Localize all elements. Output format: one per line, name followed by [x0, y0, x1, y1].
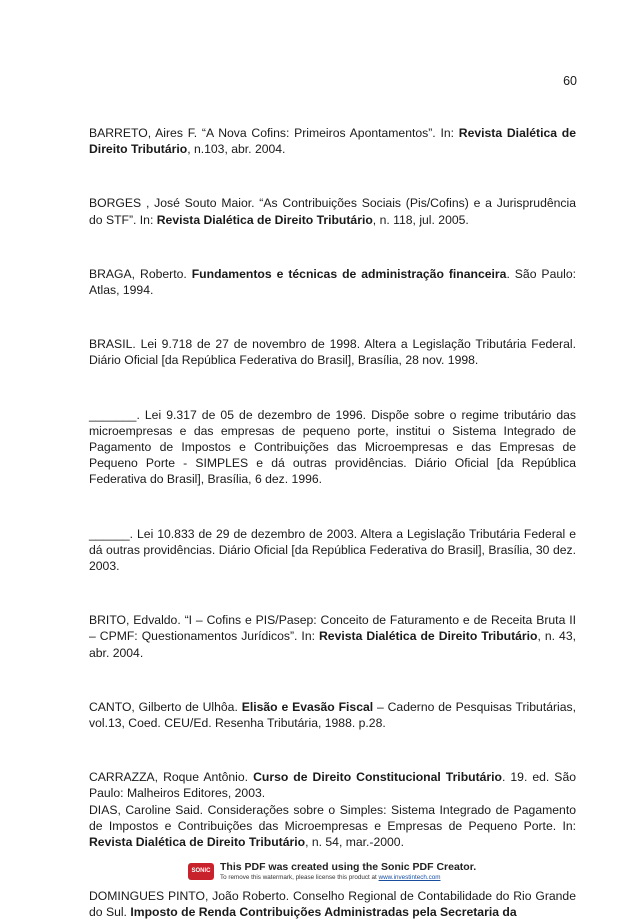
reference-title: Revista Dialética de Direito Tributário — [318, 629, 538, 644]
watermark-headline: This PDF was created using the Sonic PDF Creator. — [220, 861, 477, 873]
reference-entry — [89, 336, 576, 368]
watermark-subline-prefix: To remove this watermark, please license this product at — [220, 874, 379, 881]
reference-text: _______. Lei 9.317 de 05 de dezembro de 1996. Dispõe sobre o regime tributário das microempresas e das empresas de pequeno porte, institui o Sistema Integrado de Pagamento de Impostos e Contribuições das Microempresas e das Empresas de Pequeno Porte - SIMPLES e dá outras providências. Diário Oficial [da República Federativa do Brasil], Brasília, 6 dez. 1996. — [89, 407, 576, 487]
reference-text: BRAGA, Roberto. — [89, 266, 192, 281]
page-number: 60 — [563, 74, 577, 88]
reference-text: BRASIL. Lei 9.718 de 27 de novembro de 1998. Altera a Legislação Tributária Federal. Diário Oficial [da República Federativa do Brasil], Brasília, 28 nov. 1998. — [89, 337, 576, 368]
reference-text: CARRAZZA, Roque Antônio. — [89, 770, 254, 785]
watermark-subline — [220, 874, 441, 881]
reference-entry — [89, 888, 576, 920]
sonic-logo-icon: SONIC — [188, 863, 214, 880]
reference-text: , n. 118, jul. 2005. — [372, 212, 469, 227]
watermark-link[interactable]: www.investintech.com — [378, 874, 441, 881]
reference-text: – Caderno de Pesquisas Tributárias, vol.13, Coed. CEU/Ed. Resenha Tributária, 1988. p.28. — [89, 699, 577, 731]
reference-entry — [89, 407, 576, 488]
reference-entry — [89, 526, 576, 575]
reference-text: BORGES , José Souto Maior. “As Contribuições Sociais (Pis/Cofins) e a Jurisprudência do STF”. In: — [89, 196, 576, 227]
reference-text: CANTO, Gilberto de Ulhôa. — [89, 699, 242, 714]
reference-list — [89, 125, 576, 921]
reference-entry — [89, 266, 576, 298]
reference-text: , n.103, abr. 2004. — [187, 142, 286, 157]
reference-text: . São Paulo: Atlas, 1994. — [89, 266, 576, 298]
reference-title: Revista Dialética de Direito Tributário — [89, 126, 576, 157]
reference-text: ______. Lei 10.833 de 29 de dezembro de 2003. Altera a Legislação Tributária Federal e dá outras providências. Diário Oficial [da República Federativa do Brasil], Brasília, 30 dez. 2003. — [89, 526, 576, 574]
reference-title: Revista Dialética de Direito Tributário — [89, 835, 306, 850]
reference-title: Curso de Direito Constitucional Tributário — [253, 770, 502, 785]
reference-entry — [89, 612, 576, 661]
reference-text: , n. 54, mar.-2000. — [305, 835, 404, 850]
reference-text: BARRETO, Aires F. “A Nova Cofins: Primeiros Apontamentos”. In: — [89, 126, 459, 140]
reference-text: . 19. ed. São Paulo: Malheiros Editores, 2003. — [89, 770, 576, 801]
reference-text: DIAS, Caroline Said. Considerações sobre o Simples: Sistema Integrado de Pagamento de Impostos e Contribuições das Microempresas e Empresas de Pequeno Porte. In: — [89, 802, 576, 833]
reference-entry — [89, 125, 576, 157]
reference-text: , n. 43, abr. 2004. — [89, 629, 576, 660]
reference-entry — [89, 802, 576, 851]
reference-title: Fundamentos e técnicas de administração financeira — [191, 266, 507, 281]
watermark-footer — [188, 861, 477, 883]
reference-text: DOMINGUES PINTO, João Roberto. Conselho Regional de Contabilidade do Rio Grande do Sul. — [89, 889, 576, 920]
reference-entry — [89, 195, 576, 227]
reference-entry — [89, 699, 576, 731]
reference-entry — [89, 769, 576, 801]
reference-text: BRITO, Edvaldo. “I – Cofins e PIS/Pasep: Conceito de Faturamento e de Receita Bruta II – CPMF: Questionamentos Jurídicos”. In: — [89, 613, 576, 644]
reference-title: Elisão e Evasão Fiscal — [241, 699, 374, 714]
reference-title: Revista Dialética de Direito Tributário — [156, 212, 373, 227]
reference-title: Imposto de Renda Contribuições Administradas pela Secretaria da — [130, 905, 517, 920]
